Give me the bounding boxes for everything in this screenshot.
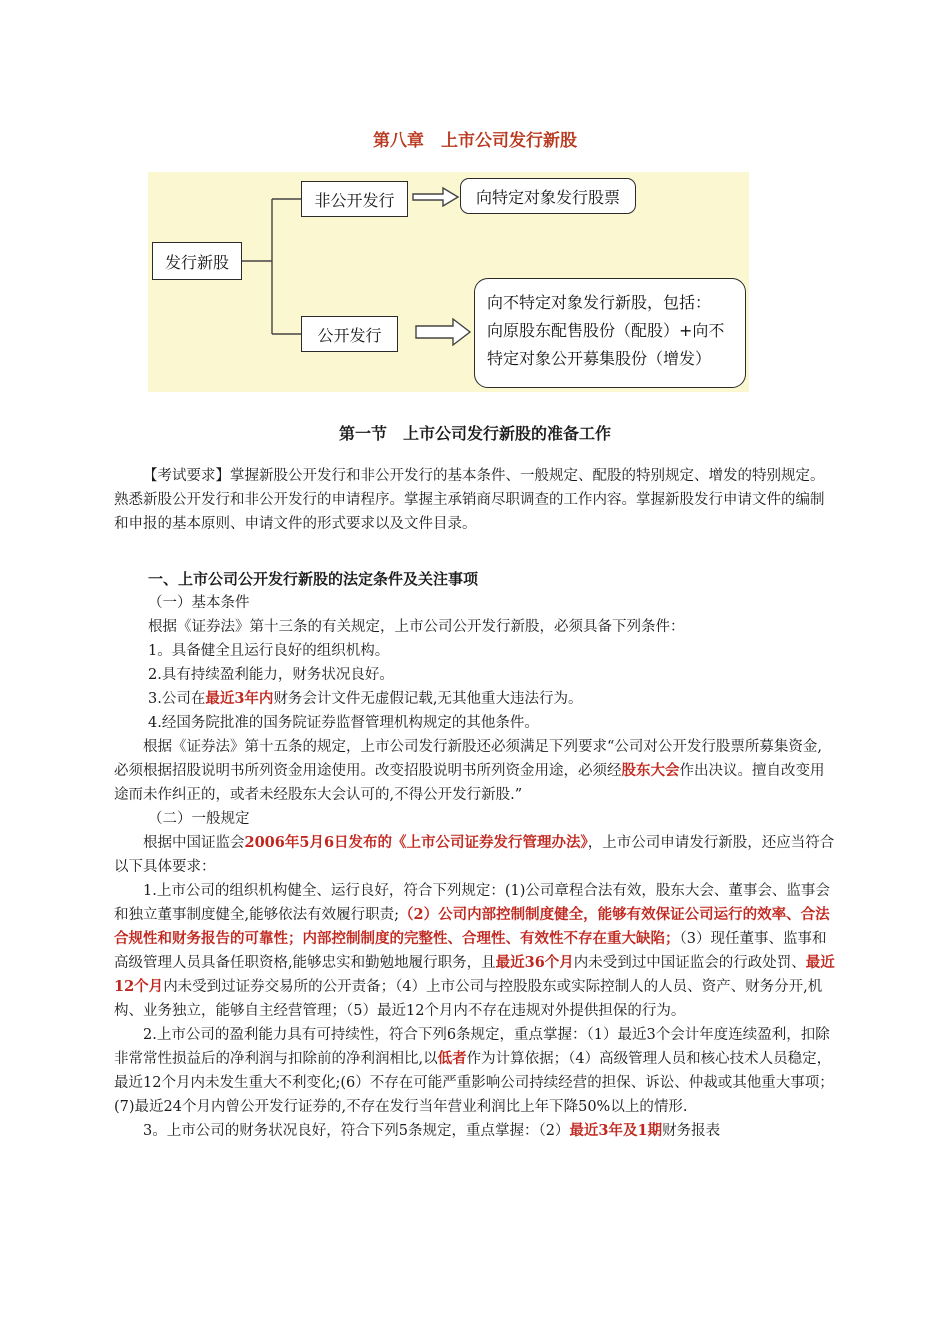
node-text-line: 特定对象公开募集股份（增发） <box>487 349 712 368</box>
highlight-text: 最近12个月 <box>114 954 835 995</box>
highlight-text: 最近36个月 <box>495 954 574 971</box>
highlight-text: 低者 <box>437 1050 467 1067</box>
subheading-general: （二）一般规定 <box>148 811 250 827</box>
condition-3 <box>148 687 836 711</box>
article-15 <box>114 735 836 807</box>
node-public-issuance: 公开发行 <box>301 316 398 352</box>
condition-2: 2.具有持续盈利能力，财务状况良好。 <box>148 667 394 683</box>
node-nonspecific-target-issuance <box>474 278 746 388</box>
text-span: 根据《证券法》第十五条的规定，上市公司发行新股还必须满足下列要求“公司对公开发行股票所募集资金,必须根据招股说明书所列资金用途使用。改变招股说明书所列资金用途，必须经 <box>114 739 823 779</box>
node-issue-new-shares: 发行新股 <box>152 242 242 280</box>
text-span: 根据中国证监会 <box>143 835 245 851</box>
text-span: 财务报表 <box>662 1123 721 1139</box>
general-item-2 <box>114 1023 836 1119</box>
heading-1: 一、上市公司公开发行新股的法定条件及关注事项 <box>148 570 479 588</box>
text-span: 作出决议。擅自改变用途而未作纠正的，或者未经股东大会认可的,不得公开发行新股.” <box>114 763 825 803</box>
text-span: 内未受到过中国证监会的行政处罚、 <box>573 955 806 971</box>
text-span: 财务会计文件无虚假记载,无其他重大违法行为。 <box>273 691 583 707</box>
basic-intro: 根据《证券法》第十三条的有关规定，上市公司公开发行新股，必须具备下列条件： <box>148 619 685 635</box>
text-span: 作为计算依据；（4）高级管理人员和核心技术人员稳定，最近12个月内未发生重大不利变化;(6）不存在可能严重影响公司持续经营的担保、诉讼、仲裁或其他重大事项；(7)最近24个月内曾公开发行证券的,不存在发行当年营业利润比上年下降50%以上的情形. <box>114 1051 834 1115</box>
condition-4: 4.经国务院批准的国务院证券监督管理机构规定的其他条件。 <box>148 715 539 731</box>
main-content <box>114 567 836 1143</box>
text-span: 1.上市公司的组织机构健全、运行良好，符合下列规定：(1)公司章程合法有效，股东大会、董事会、监事会和独立董事制度健全,能够依法有效履行职责; <box>114 883 830 923</box>
node-text-line: 向原股东配售股份（配股）+向不 <box>487 321 725 340</box>
section-title: 第一节 上市公司发行新股的准备工作 <box>338 424 611 443</box>
highlight-text: 股东大会 <box>621 762 680 779</box>
highlight-text: 2006年5月6日发布的《上市公司证券发行管理办法》 <box>244 834 588 851</box>
text-span: 3。上市公司的财务状况良好，符合下列5条规定，重点掌握：（2） <box>143 1123 570 1139</box>
issuance-diagram <box>148 172 749 392</box>
condition-1: 1。具备健全且运行良好的组织机构。 <box>148 643 390 659</box>
highlight-text: 最近3年及1期 <box>569 1122 663 1139</box>
node-text-line: 向不特定对象发行新股，包括： <box>487 293 712 312</box>
text-span: 3.公司在 <box>148 691 206 707</box>
general-intro <box>114 831 836 879</box>
subheading-basic: （一）基本条件 <box>148 595 250 611</box>
node-nonpublic-issuance: 非公开发行 <box>301 181 408 217</box>
general-item-3 <box>114 1119 836 1143</box>
highlight-text: （2）公司内部控制制度健全，能够有效保证公司运行的效率、合法合规性和财务报告的可靠性；内部控制制度的完整性、合理性、有效性不存在重大缺陷； <box>114 906 830 947</box>
node-specific-target-issuance: 向特定对象发行股票 <box>460 178 636 214</box>
exam-requirements-text: 【考试要求】掌握新股公开发行和非公开发行的基本条件、一般规定、配股的特别规定、增发的特别规定。熟悉新股公开发行和非公开发行的申请程序。掌握主承销商尽职调查的工作内容。掌握新股发行申请文件的编制和申报的基本原则、申请文件的形式要求以及文件目录。 <box>114 468 825 532</box>
exam-requirements <box>114 464 836 536</box>
chapter-title: 第八章 上市公司发行新股 <box>373 131 577 151</box>
text-span: ，上市公司申请发行新股，还应当符合以下具体要求： <box>114 835 835 875</box>
general-item-1 <box>114 879 836 1023</box>
highlight-text: 最近3年内 <box>205 690 274 707</box>
text-span: 内未受到过证券交易所的公开责备；（4）上市公司与控股股东或实际控制人的人员、资产、财务分开,机构、业务独立，能够自主经营管理；（5）最近12个月内不存在违规对外提供担保的行为。 <box>114 979 823 1019</box>
text-span: 2.上市公司的盈利能力具有可持续性，符合下列6条规定，重点掌握：（1）最近3个会计年度连续盈利，扣除非常常性损益后的净利润与扣除前的净利润相比,以 <box>114 1027 830 1067</box>
text-span: （3）现任董事、监事和高级管理人员具备任职资格,能够忠实和勤勉地履行职务，且 <box>114 931 827 971</box>
